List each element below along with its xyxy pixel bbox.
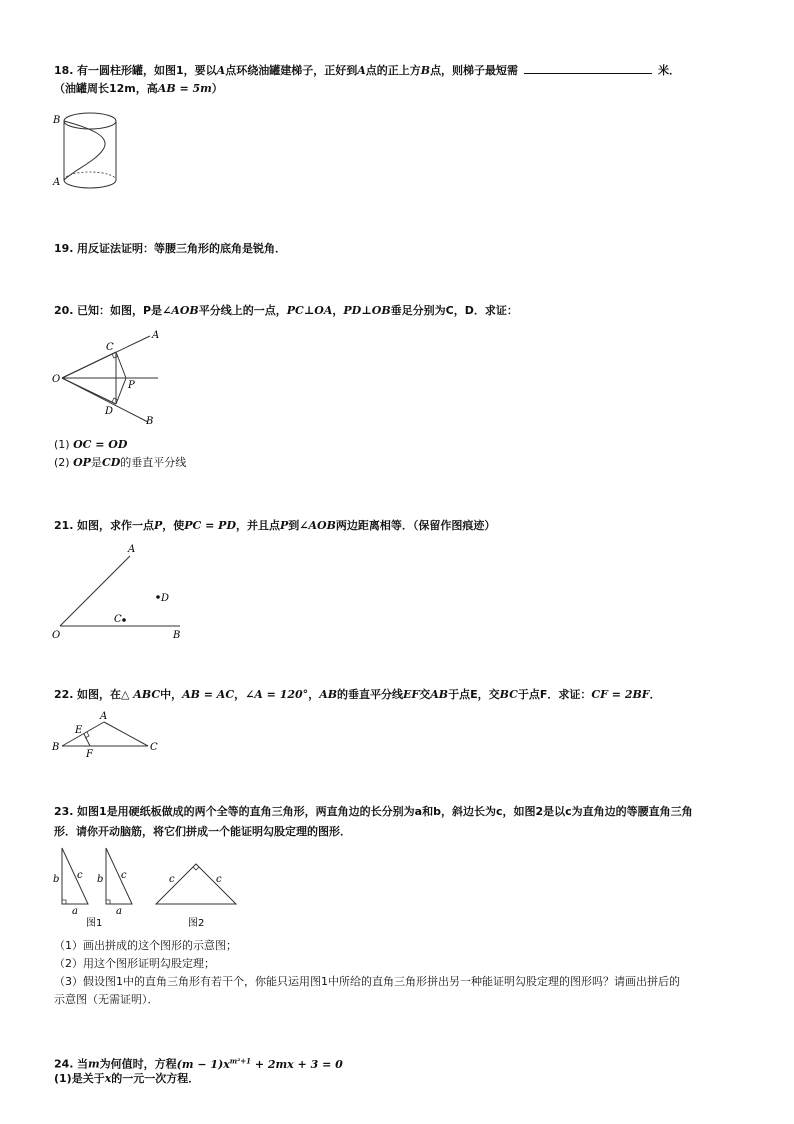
question-21 xyxy=(54,517,495,534)
math: x xyxy=(104,1072,112,1085)
text: 是 xyxy=(90,456,102,469)
label-C: C xyxy=(106,342,114,353)
angle-bisector-figure xyxy=(50,326,170,428)
math: AB = 5m xyxy=(157,82,212,95)
text: 的垂直平分线 xyxy=(337,688,404,701)
math: P xyxy=(154,519,163,532)
question-23-line2 xyxy=(54,823,351,840)
math: PC = PD xyxy=(184,519,236,532)
question-23 xyxy=(54,803,693,820)
text: 到 xyxy=(288,519,300,532)
part-label: (2) xyxy=(54,456,70,469)
text: 用反证法证明：等腰三角形的底角是锐角． xyxy=(77,242,286,255)
math: OC = OD xyxy=(73,438,128,451)
label-A: A xyxy=(128,544,136,555)
text: 当 xyxy=(77,1057,88,1071)
math: EF xyxy=(403,688,420,701)
question-18 xyxy=(54,62,680,79)
math: A xyxy=(357,64,366,77)
label-B: B xyxy=(173,630,181,641)
label-c: c xyxy=(216,874,222,885)
text: （3）假设图1中的直角三角形有若干个，你能只运用图1中所给的直角三角形拼出另一种能证明勾股定理的图形吗？请画出拼后的 xyxy=(54,975,680,988)
text: 两边距离相等．（保留作图痕迹） xyxy=(335,519,496,532)
text: ． xyxy=(649,688,661,701)
label-P: P xyxy=(128,380,135,391)
figure-1-caption: 图1 xyxy=(86,918,103,929)
question-number: 24. xyxy=(54,1057,74,1071)
math: ∠AOB xyxy=(162,304,199,317)
math: AB xyxy=(319,688,338,701)
label-D: D xyxy=(105,406,114,417)
label-D: D xyxy=(161,593,170,604)
equation-part: (m − 1)x xyxy=(176,1057,230,1071)
text: ） xyxy=(211,82,223,95)
answer-blank[interactable] xyxy=(524,63,652,74)
text: 于点E，交 xyxy=(448,688,500,701)
label-a: a xyxy=(116,906,122,917)
question-23-sub1 xyxy=(54,937,237,954)
question-number: 22. xyxy=(54,688,74,701)
question-20-part1 xyxy=(54,436,127,453)
label-B: B xyxy=(52,742,60,753)
question-19 xyxy=(54,240,286,257)
label-b: b xyxy=(53,874,60,885)
text: 是关于 xyxy=(71,1072,105,1085)
part-label: (1) xyxy=(54,1072,72,1085)
math: m xyxy=(88,1057,100,1071)
text: 的垂直平分线 xyxy=(120,456,187,469)
question-23-sub2 xyxy=(54,955,215,972)
text: ， xyxy=(332,304,344,317)
question-24-part1 xyxy=(54,1070,199,1087)
text: ， xyxy=(234,688,246,701)
math: B xyxy=(420,64,431,77)
text: （2）用这个图形证明勾股定理； xyxy=(54,957,215,970)
question-20-part2 xyxy=(54,454,186,471)
text: 如图，求作一点 xyxy=(77,519,154,532)
question-number: 18. xyxy=(54,64,74,77)
right-triangles-figure xyxy=(50,840,250,930)
label-B: B xyxy=(53,115,61,126)
text: 点的正上方 xyxy=(365,64,421,77)
label-A: A xyxy=(53,177,61,188)
figure-2-caption: 图2 xyxy=(188,918,205,929)
text: 有一圆柱形罐，如图1，要以 xyxy=(77,64,217,77)
label-c: c xyxy=(77,870,83,881)
label-a: a xyxy=(72,906,78,917)
text: 示意图（无需证明）． xyxy=(54,993,159,1006)
cylinder-figure xyxy=(50,108,130,192)
label-c: c xyxy=(121,870,127,881)
text: ， xyxy=(308,688,320,701)
text: 点，则梯子最短需 xyxy=(430,64,519,77)
label-A: A xyxy=(152,330,160,341)
text: （1）画出拼成的这个图形的示意图； xyxy=(54,939,237,952)
label-C: C xyxy=(150,742,158,753)
equation-part: + 2mx + 3 = 0 xyxy=(251,1057,343,1071)
text: 为何值时，方程 xyxy=(99,1057,177,1071)
text: 点环绕油罐建梯子，正好到 xyxy=(225,64,358,77)
question-number: 21. xyxy=(54,519,74,532)
label-C: C xyxy=(114,614,122,625)
math: ∠AOB xyxy=(299,519,336,532)
label-O: O xyxy=(52,374,61,385)
math: A xyxy=(216,64,226,77)
text: 已知：如图，P是 xyxy=(77,304,163,317)
question-23-sub3 xyxy=(54,973,680,990)
text: 于点F．求证： xyxy=(517,688,592,701)
equation xyxy=(177,1058,343,1071)
label-E: E xyxy=(75,725,83,736)
exponent: m²+1 xyxy=(229,1056,251,1065)
text: 米． xyxy=(658,64,681,77)
text: 中， xyxy=(160,688,183,701)
label-b: b xyxy=(97,874,104,885)
math: AB = AC xyxy=(182,688,235,701)
math: CD xyxy=(101,456,121,469)
text: 交 xyxy=(419,688,431,701)
math: OP xyxy=(73,456,91,469)
label-c: c xyxy=(169,874,175,885)
text: ，并且点 xyxy=(236,519,280,532)
text: （油罐周长12m，高 xyxy=(54,82,158,95)
construction-figure xyxy=(50,540,190,642)
math: ∠A = 120° xyxy=(245,688,309,701)
question-number: 19. xyxy=(54,242,74,255)
math: PD⊥OB xyxy=(343,304,391,317)
math: AB xyxy=(430,688,449,701)
math: P xyxy=(280,519,289,532)
text: 如图，在 xyxy=(77,688,121,701)
question-18-line2 xyxy=(54,80,223,97)
label-F: F xyxy=(86,749,93,760)
question-number: 20. xyxy=(54,304,74,317)
text: 垂足分别为C，D．求证： xyxy=(390,304,518,317)
label-B: B xyxy=(146,416,154,427)
text: 的一元一次方程． xyxy=(111,1072,200,1085)
part-label: (1) xyxy=(54,438,70,451)
text: 如图1是用硬纸板做成的两个全等的直角三角形，两直角边的长分别为a和b，斜边长为c，如图2是以c为直角边的等腰直角三角 xyxy=(77,805,693,818)
math: BC xyxy=(499,688,518,701)
triangle-abc-figure xyxy=(50,708,170,760)
question-22 xyxy=(54,686,661,703)
math: PC⊥OA xyxy=(286,304,333,317)
math: CF = 2BF xyxy=(591,688,650,701)
text: 形．请你开动脑筋，将它们拼成一个能证明勾股定理的图形． xyxy=(54,825,351,838)
question-number: 23. xyxy=(54,805,74,818)
question-20 xyxy=(54,302,518,319)
text: ，使 xyxy=(162,519,185,532)
label-A: A xyxy=(100,711,108,722)
text: 平分线上的一点， xyxy=(198,304,287,317)
label-O: O xyxy=(52,630,61,641)
question-23-sub3-cont xyxy=(54,991,159,1008)
math: △ ABC xyxy=(121,688,161,701)
